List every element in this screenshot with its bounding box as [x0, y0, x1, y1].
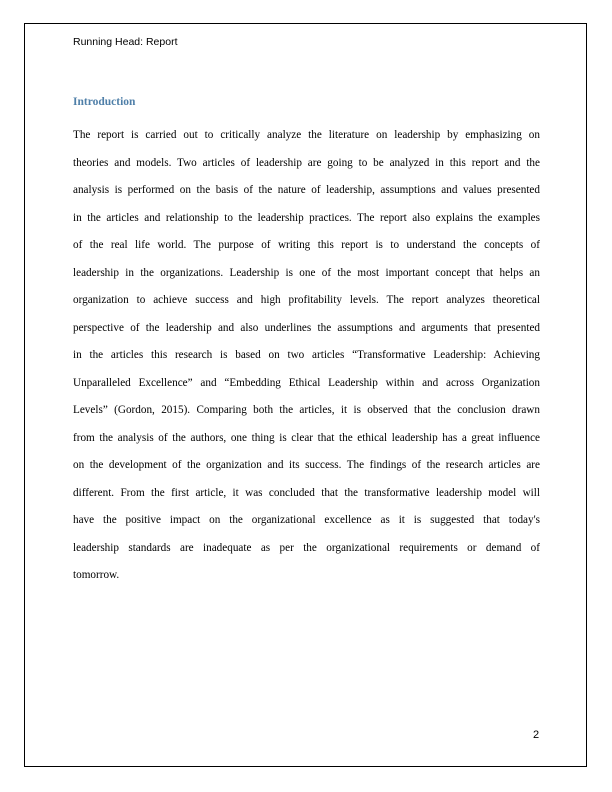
- paragraph-line: on the development of the organization and its success. The findings of the research articles are: [73, 459, 540, 471]
- section-heading: Introduction: [73, 96, 136, 108]
- paragraph-line: organization to achieve success and high profitability levels. The report analyzes theoretical: [73, 294, 540, 306]
- paragraph-line: have the positive impact on the organizational excellence as it is suggested that today's: [73, 514, 540, 526]
- paragraph-line: from the analysis of the authors, one thing is clear that the ethical leadership has a great influence: [73, 431, 540, 444]
- page-number: 2: [533, 729, 540, 741]
- body-paragraph: [73, 122, 540, 590]
- paragraph-line: leadership in the organizations. Leadership is one of the most important concept that helps an: [73, 266, 540, 279]
- paragraph-line: Levels” (Gordon, 2015). Comparing both the articles, it is observed that the conclusion drawn: [73, 404, 540, 416]
- paragraph-line: perspective of the leadership and also underlines the assumptions and arguments that presented: [73, 321, 540, 334]
- paragraph-line: different. From the first article, it was concluded that the transformative leadership model will: [73, 486, 540, 499]
- paragraph-line: in the articles this research is based on two articles “Transformative Leadership: Achieving: [73, 349, 540, 361]
- paragraph-line: tomorrow.: [73, 569, 120, 581]
- paragraph-line: theories and models. Two articles of leadership are going to be analyzed in this report and the: [73, 156, 540, 169]
- paragraph-line: in the articles and relationship to the leadership practices. The report also explains the examples: [73, 211, 540, 224]
- paragraph-line: The report is carried out to critically analyze the literature on leadership by emphasizing on: [73, 129, 540, 141]
- running-head: Running Head: Report: [73, 36, 178, 48]
- paragraph-line: Unparalleled Excellence” and “Embedding Ethical Leadership within and across Organization: [73, 376, 540, 389]
- paragraph-line: of the real life world. The purpose of writing this report is to understand the concepts of: [73, 239, 540, 251]
- paragraph-line: analysis is performed on the basis of the nature of leadership, assumptions and values presented: [73, 184, 540, 196]
- paragraph-line: leadership standards are inadequate as per the organizational requirements or demand of: [73, 541, 540, 554]
